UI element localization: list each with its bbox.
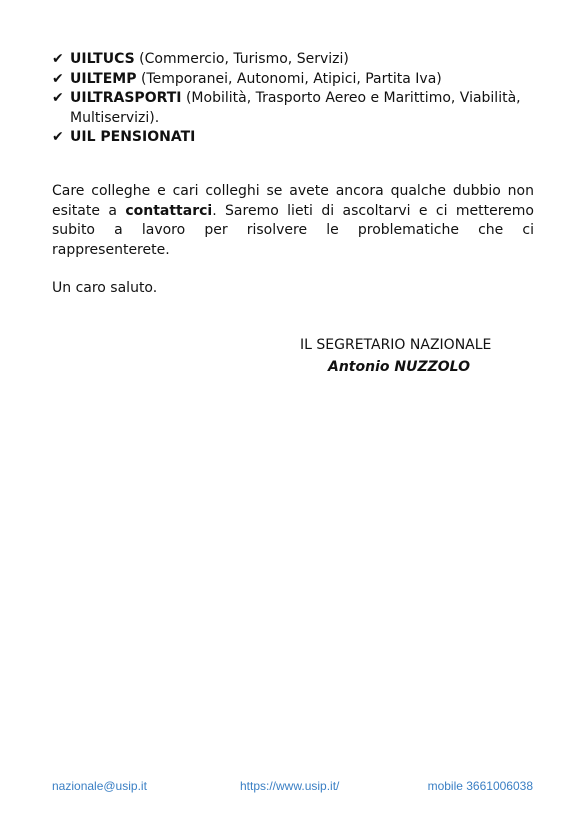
footer-mobile: mobile 3661006038 — [427, 779, 533, 793]
list-item-desc: (Commercio, Turismo, Servizi) — [134, 51, 349, 67]
list-item — [52, 89, 542, 128]
footer-email-link[interactable]: nazionale@usip.it — [52, 779, 147, 793]
list-item-name: UILTEMP — [70, 70, 137, 87]
list-item — [52, 70, 542, 90]
check-icon: ✔ — [52, 129, 64, 145]
list-item-name: UIL PENSIONATI — [70, 129, 196, 145]
signature-name: Antonio NUZZOLO — [328, 359, 470, 375]
list-item-name: UILTUCS — [70, 51, 135, 67]
list-item — [52, 50, 542, 70]
body-paragraph — [52, 182, 534, 260]
list-item-desc: (Mobilità, Trasporto Aereo e Marittimo, Viabilità, Multiservizi). — [70, 90, 521, 126]
check-icon: ✔ — [52, 51, 64, 67]
union-list — [52, 50, 542, 148]
signature-title: IL SEGRETARIO NAZIONALE — [300, 337, 492, 353]
list-item-desc: (Temporanei, Autonomi, Atipici, Partita Iva) — [136, 70, 442, 87]
list-item-name: UILTRASPORTI — [70, 90, 182, 106]
para-contact-emphasis: contattarci — [125, 202, 213, 219]
list-item — [52, 128, 542, 148]
para-end: . Saremo lieti di ascoltarvi e ci metteremo subito a lavoro per risolvere le problematiche che ci rappresenterete. — [52, 202, 535, 258]
check-icon: ✔ — [52, 70, 64, 87]
para-start: Care colleghe e cari colleghi se avete ancora qualche dubbio non esitate a — [52, 183, 534, 219]
closing-greeting: Un caro saluto. — [52, 280, 158, 296]
check-icon: ✔ — [52, 90, 64, 106]
footer-website-link[interactable]: https://www.usip.it/ — [240, 779, 340, 793]
